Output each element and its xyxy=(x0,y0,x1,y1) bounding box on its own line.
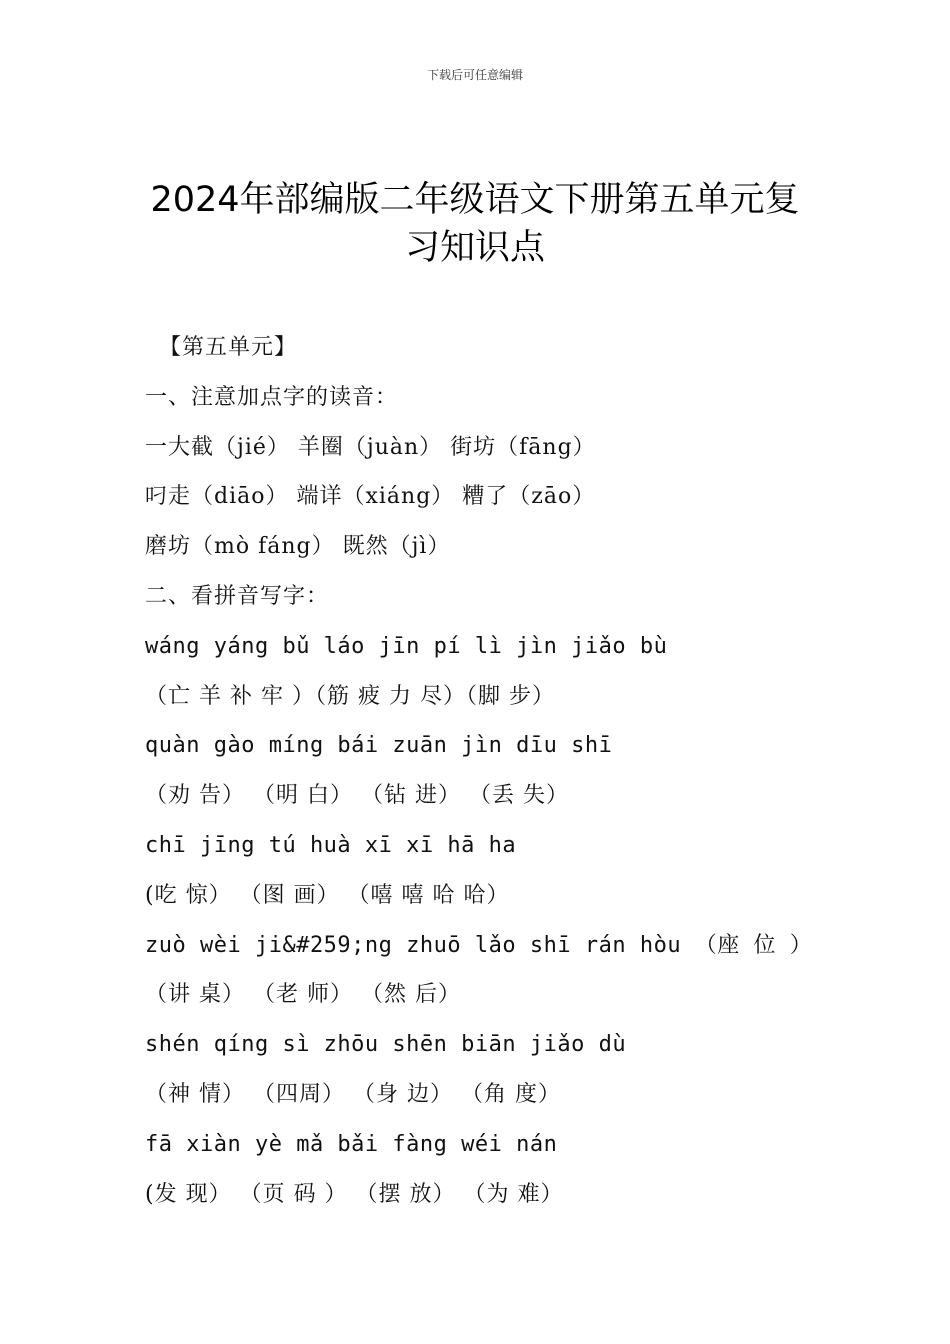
hanzi-line: （讲 桌） （老 师） （然 后） xyxy=(145,982,461,1008)
document-body xyxy=(145,333,845,1229)
hanzi-line: （劝 告） （明 白） （钻 进） （丢 失） xyxy=(145,783,569,809)
body-line: 一大截（jié） 羊圈（juàn） 街坊（fāng） xyxy=(145,434,596,460)
body-line: 磨坊（mò fáng） 既然（jì） xyxy=(145,534,451,560)
hanzi-line: （神 情） （四周） （身 边） （角 度） xyxy=(145,1081,561,1107)
pinyin-line: zuò wèi ji&#259;ng zhuō lǎo shī rán hòu （座 位 ） xyxy=(145,932,813,958)
title-line-2: 习知识点 xyxy=(404,228,545,268)
hanzi-line: （亡 羊 补 牢 ）（筋 疲 力 尽）（脚 步） xyxy=(145,683,555,709)
pinyin-line: wáng yáng bǔ láo jīn pí lì jìn jiǎo bù xyxy=(145,633,668,659)
body-line: 叼走（diāo） 端详（xiáng） 糟了（zāo） xyxy=(145,484,596,510)
header-note: 下载后可任意编辑 xyxy=(426,68,523,82)
hanzi-line: (吃 惊） （图 画） （嘻 嘻 哈 哈） xyxy=(145,882,510,908)
pinyin-line: shén qíng sì zhōu shēn biān jiǎo dù xyxy=(145,1032,627,1058)
document-title xyxy=(120,176,830,272)
pinyin-line: fā xiàn yè mǎ bǎi fàng wéi nán xyxy=(145,1131,558,1157)
pinyin-line: quàn gào míng bái zuān jìn dīu shī xyxy=(145,733,613,759)
section-heading: 【第五单元】 xyxy=(159,335,298,360)
hanzi-line: (发 现） （页 码 ） （摆 放） （为 难） xyxy=(145,1181,564,1207)
title-line-1: 2024年部编版二年级语文下册第五单元复 xyxy=(150,180,800,220)
subsection-heading: 一、注意加点字的读音： xyxy=(145,384,399,410)
pinyin-line: chī jīng tú huà xī xī hā ha xyxy=(145,832,517,858)
subsection-heading: 二、看拼音写字： xyxy=(145,583,330,609)
